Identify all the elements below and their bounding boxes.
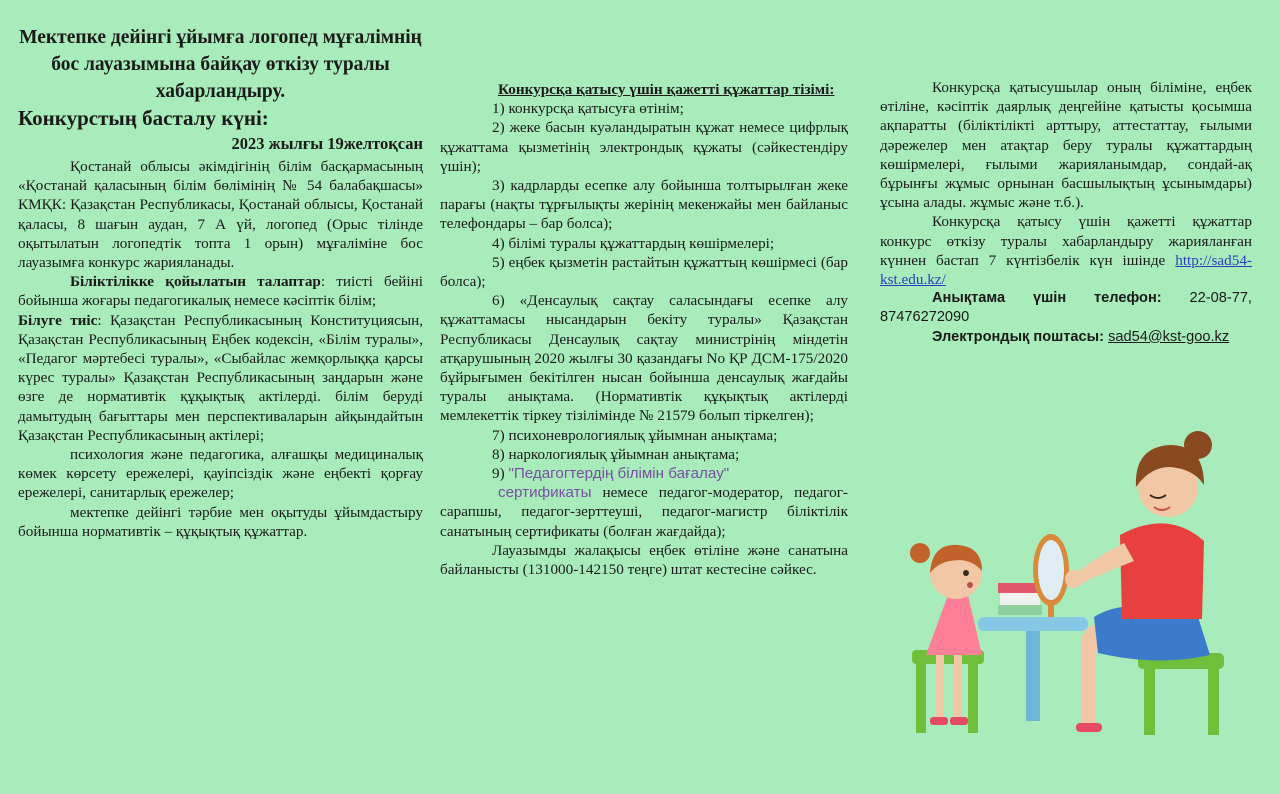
psychology-paragraph: психология және педагогика, алғашқы медициналық көмек көрсету ережелері, қауіпсіздік және еңбекті қорғау ережелері, санитарлық ережелер; (18, 446, 423, 502)
start-date-label: Конкурстың басталу күні: (18, 106, 269, 130)
middle-column (440, 80, 848, 579)
document-item: 4) білімі туралы құжаттардың көшірмелері; (492, 234, 775, 252)
email-paragraph (880, 328, 1252, 347)
item9-certificate-name: "Педагогтердің білімін бағалау" (508, 465, 730, 483)
document-item-9 (440, 464, 848, 541)
website-link[interactable]: http://sad54-kst.edu.kz/ (880, 251, 1252, 289)
item9-number: 9) (492, 465, 509, 483)
knowledge-label: Білуге тиіс (18, 311, 98, 329)
phone-value: 22-08-77, 87476272090 (880, 290, 1252, 326)
document-item: 3) кадрларды есепке алу бойынша толтырылған жеке парағы (нақты тұрғылықты жерінің мекенжайы мен байланыс телефондары – бар болса); (440, 177, 848, 233)
document-item: 1) конкурсқа қатысуға өтінім; (492, 100, 684, 118)
additional-info-paragraph: Конкурсқа қатысушылар оның біліміне, еңбек өтіліне, кәсіптік даярлық деңгейіне қатысты қосымша ақпаратты (біліктілікті арттыру, аттестаттау, ғылыми дәрежелер мен атақтар беру туралы құжаттардың көшірмелері, ғылыми жарияланымдар, сондай-ақ бұрынғы жұмыс орнынан басшылықтың ұсынымдары) ұсына алады. жұмыс және т.б.). (880, 79, 1252, 212)
email-value[interactable]: sad54@kst-goo.kz (1108, 328, 1230, 345)
teacher-child-illustration (898, 405, 1258, 750)
phone-paragraph (880, 289, 1252, 327)
document-item: 6) «Денсаулық сақтау саласындағы есепке алу құжаттамасы нысандарын бекіту туралы» Қазақстан Республикасы Денсаулық сақтау министрінің міндетін атқарушының 2020 жылғы 30 қазандағы No ҚР ДСМ-175/2020 бұйрығымен бекітілген нысан бойынша денсаулық жағдайы туралы анықтама. (Нормативтік құқықтық актілерді мемлекеттік тіркеу тізілімінде № 21579 болып тіркелген); (440, 292, 848, 425)
requirements-text: : тиісті бейіні бойынша жоғары педагогикалық немесе кәсіптік білім; (18, 273, 423, 310)
page-title: Мектепке дейінгі ұйымға логопед мұғалімнің бос лауазымына байқау өткізу туралы хабарландыру. (19, 27, 422, 102)
salary-paragraph: Лауазымды жалақысы еңбек өтіліне және санатына байланысты (131000-142150 теңге) штат кестесіне сәйкес. (440, 541, 848, 579)
document-item: 5) еңбек қызметін растайтын құжаттың көшірмесі (бар болса); (440, 253, 848, 291)
email-label: Электрондық поштасы: (932, 328, 1104, 345)
normative-paragraph: мектепке дейінгі тәрбие мен оқытуды ұйымдастыру бойынша нормативтік – құқықтық құжаттар. (18, 503, 423, 540)
requirements-paragraph (18, 272, 423, 310)
deadline-text: Конкурсқа қатысу үшін қажетті құжаттар конкурс өткізу туралы хабарландыру жарияланған күннен бастап 7 күнтізбелік күн ішінде (880, 213, 1252, 269)
teacher-child-mirror-icon (898, 405, 1258, 750)
knowledge-text: : Қазақстан Республикасының Конституциясын, Қазақстан Республикасының Еңбек кодексін, «Білім туралы», «Педагог мәртебесі туралы», «Сыбайлас жемқорлыққа қарсы күрес туралы» Қазақстан Республикасының заңдарын және өзге де нормативтік құқықтық актілерді. білім беруді дамытудың бағыттары мен перспективаларын айқындайтын Қазақстан Республикасының актілері; (18, 311, 423, 444)
documents-title: Конкурсқа қатысу үшін қажетті құжаттар тізімі: (498, 81, 835, 98)
document-item: 7) психоневрологиялық ұйымнан анықтама; (492, 426, 778, 444)
start-date: 2023 жылғы 19желтоқсан (231, 134, 423, 153)
item9-rest: немесе педагог-модератор, педагог-сарапшы, педагог-зерттеуші, педагог-магистр біліктілік санатының сертификаты (болған жағдайда); (440, 484, 848, 540)
document-item: 2) жеке басын куәландыратын құжат немесе цифрлық құжаттама қызметінің электрондық құжаты (сәйкестендіру үшін); (440, 119, 848, 175)
deadline-paragraph (880, 212, 1252, 289)
requirements-label: Біліктілікке қойылатын талаптар (70, 273, 321, 291)
knowledge-paragraph (18, 311, 423, 445)
left-column (18, 24, 423, 541)
phone-label: Анықтама үшін телефон: (932, 290, 1162, 307)
item9-certificate-word: сертификаты (498, 484, 592, 502)
document-item: 8) наркологиялық ұйымнан анықтама; (492, 445, 740, 463)
right-column (880, 78, 1252, 347)
intro-paragraph: Қостанай облысы әкімдігінің білім басқармасының «Қостанай қаласының білім бөлімінің № 54 балабақшасы» КМҚК: Қазақстан Республикасы, Қостанай облысы, Қостанай қаласы, 8 шағын аудан, 7 А үй, логопед (Орыс тілінде оқытылатын логопедтік топта 1 орын) мұғаліміне бос лауазымға конкурс жарияланады. (18, 158, 423, 272)
